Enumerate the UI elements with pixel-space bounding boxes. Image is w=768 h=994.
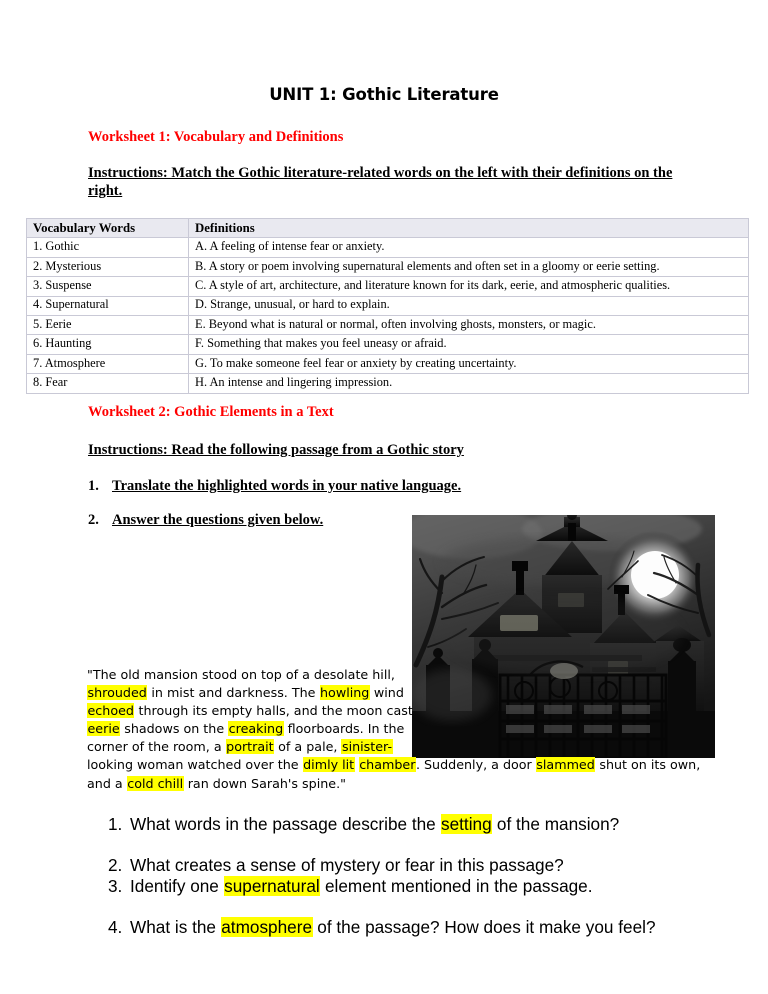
question-item <box>108 855 564 876</box>
definition-cell: F. Something that makes you feel uneasy or afraid. <box>189 335 749 354</box>
passage-highlight: echoed <box>87 703 134 719</box>
passage-text: shadows on the <box>120 721 229 737</box>
task-item-translate <box>88 478 461 495</box>
task-number: 1. <box>88 478 99 494</box>
table-row <box>27 238 749 257</box>
definition-cell: C. A style of art, architecture, and literature known for its dark, eerie, and atmospheric qualities. <box>189 277 749 296</box>
passage-text: "The old mansion stood on top of a desolate hill, <box>87 667 395 682</box>
passage-text: corner of the room, a <box>87 739 226 755</box>
passage-text: shut on its own, <box>595 757 701 773</box>
passage-text: looking woman watched over the <box>87 757 303 773</box>
worksheet-2-instructions: Instructions: Read the following passage from a Gothic story <box>88 442 464 458</box>
passage-highlight: sinister- <box>341 739 393 755</box>
question-highlight: setting <box>441 814 492 834</box>
question-item <box>108 876 593 897</box>
passage-highlight: slammed <box>536 757 595 773</box>
table-header-row <box>27 219 749 238</box>
passage-line <box>87 738 687 756</box>
page-title: UNIT 1: Gothic Literature <box>269 85 499 104</box>
task-label: Answer the questions given below. <box>112 512 324 528</box>
question-text: of the mansion? <box>492 814 620 834</box>
worksheet-1-heading: Worksheet 1: Vocabulary and Definitions <box>88 129 344 145</box>
table-row <box>27 315 749 334</box>
table-row <box>27 354 749 373</box>
vocabulary-word-cell: 5. Eerie <box>27 315 189 334</box>
definition-cell: E. Beyond what is natural or normal, often involving ghosts, monsters, or magic. <box>189 315 749 334</box>
passage-highlight: dimly lit <box>303 757 355 773</box>
passage-line <box>87 684 687 702</box>
definition-cell: B. A story or poem involving supernatural elements and often set in a gloomy or eerie setting. <box>189 257 749 276</box>
question-item <box>108 917 656 938</box>
passage-highlight: eerie <box>87 721 120 737</box>
worksheet-1-instructions: Instructions: Match the Gothic literature-related words on the left with their definitions on the right. <box>88 165 673 200</box>
passage-line <box>87 720 687 738</box>
passage-text: floorboards. In the <box>283 721 405 737</box>
question-item <box>108 814 619 835</box>
passage-line <box>87 702 687 720</box>
task-item-answer-questions <box>88 512 323 529</box>
vocabulary-word-cell: 3. Suspense <box>27 277 189 296</box>
passage-highlight: shrouded <box>87 685 147 701</box>
question-number: 1. <box>108 814 123 834</box>
table-body <box>27 238 749 393</box>
passage-text: in mist and darkness. The <box>147 685 320 701</box>
passage-text: . Suddenly, a door <box>415 757 536 773</box>
column-header-definitions: Definitions <box>189 219 749 238</box>
question-text: Identify one <box>130 876 224 896</box>
passage-text: and a <box>87 775 127 791</box>
question-highlight: atmosphere <box>221 917 313 937</box>
passage-highlight: howling <box>320 685 370 701</box>
passage-text: of a pale, <box>274 739 342 755</box>
vocabulary-word-cell: 4. Supernatural <box>27 296 189 315</box>
table-row <box>27 277 749 296</box>
definition-cell: A. A feeling of intense fear or anxiety. <box>189 238 749 257</box>
question-number: 3. <box>108 876 123 896</box>
gothic-passage-text <box>87 666 701 793</box>
question-text: What is the <box>130 917 221 937</box>
passage-highlight: creaking <box>228 721 284 737</box>
worksheet-2-heading: Worksheet 2: Gothic Elements in a Text <box>88 404 334 420</box>
vocabulary-word-cell: 2. Mysterious <box>27 257 189 276</box>
table-row <box>27 335 749 354</box>
vocabulary-word-cell: 7. Atmosphere <box>27 354 189 373</box>
vocabulary-definitions-table <box>26 218 749 394</box>
question-text: What creates a sense of mystery or fear in this passage? <box>130 855 564 875</box>
passage-text: wind <box>369 685 404 701</box>
passage-line <box>87 666 687 684</box>
vocabulary-word-cell: 1. Gothic <box>27 238 189 257</box>
question-number: 2. <box>108 855 123 875</box>
vocabulary-word-cell: 6. Haunting <box>27 335 189 354</box>
table-row <box>27 257 749 276</box>
column-header-vocabulary-words: Vocabulary Words <box>27 219 189 238</box>
definition-cell: D. Strange, unusual, or hard to explain. <box>189 296 749 315</box>
passage-highlight: portrait <box>226 739 274 755</box>
passage-highlight: cold chill <box>127 775 184 791</box>
passage-highlight: chamber <box>359 757 416 773</box>
question-text: element mentioned in the passage. <box>320 876 593 896</box>
question-text: What words in the passage describe the <box>130 814 441 834</box>
table-row <box>27 374 749 393</box>
definition-cell: H. An intense and lingering impression. <box>189 374 749 393</box>
task-label: Translate the highlighted words in your native language. <box>112 478 462 494</box>
question-text: of the passage? How does it make you feel? <box>312 917 656 937</box>
passage-line <box>87 775 687 793</box>
definition-cell: G. To make someone feel fear or anxiety by creating uncertainty. <box>189 354 749 373</box>
passage-line <box>87 756 701 774</box>
passage-text: ran down Sarah's spine." <box>183 775 346 791</box>
table-row <box>27 296 749 315</box>
question-highlight: supernatural <box>224 876 320 896</box>
question-number: 4. <box>108 917 123 937</box>
task-number: 2. <box>88 512 99 528</box>
vocabulary-word-cell: 8. Fear <box>27 374 189 393</box>
passage-text: through its empty halls, and the moon cast <box>134 703 413 719</box>
